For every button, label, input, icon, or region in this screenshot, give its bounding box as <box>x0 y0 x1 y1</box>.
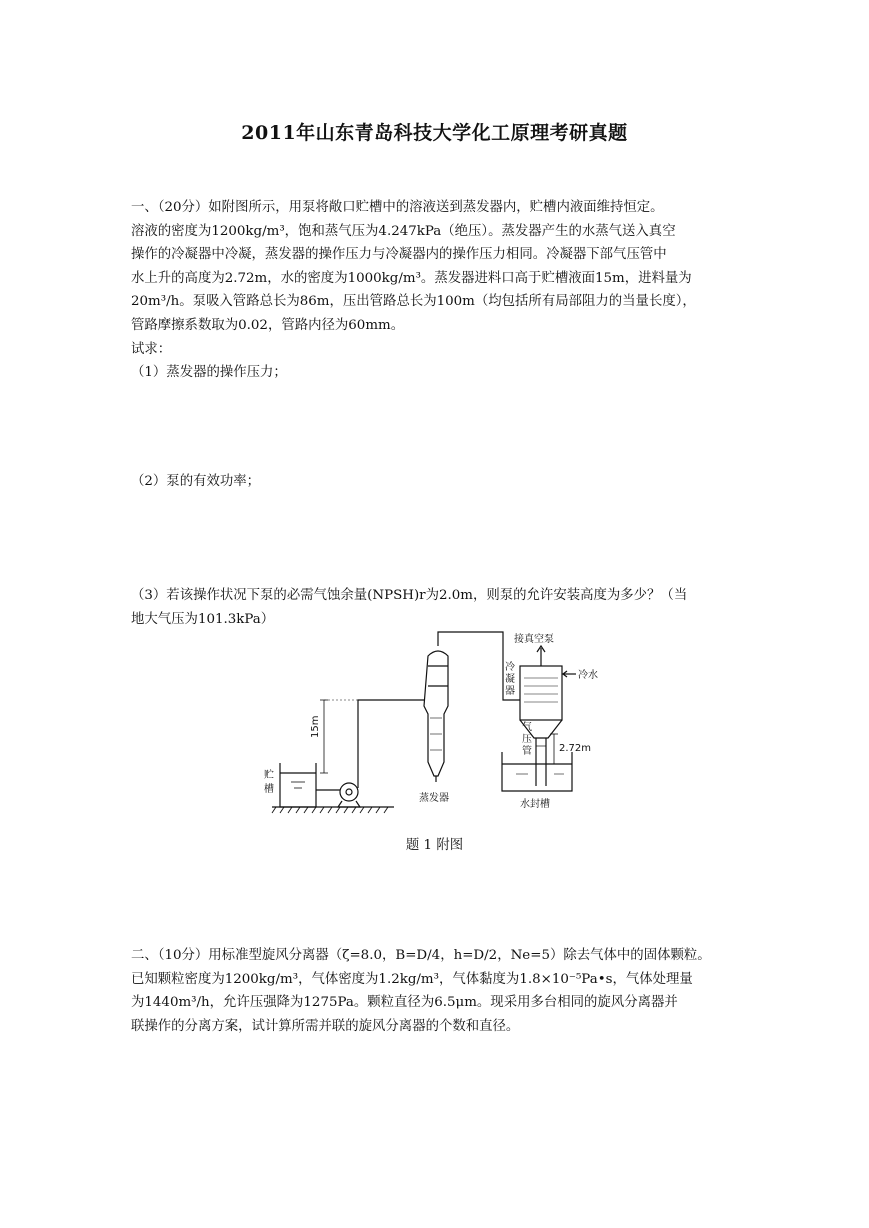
label-2-72m: 2.72m <box>559 743 592 754</box>
condenser <box>520 666 562 720</box>
q2-line: 联操作的分离方案，试计算所需并联的旋风分离器的个数和直径。 <box>131 1018 520 1034</box>
evaporator <box>424 651 448 776</box>
q1-line: 溶液的密度为1200kg/m³，饱和蒸气压为4.247kPa（绝压）。蒸发器产生的水蒸气送入真空 <box>131 223 676 239</box>
label-cold-water: 冷水 <box>578 670 598 681</box>
pump-base <box>338 801 360 807</box>
label-condenser-3: 器 <box>505 686 515 697</box>
q1-line: 20m³/h。泵吸入管路总长为86m，压出管路总长为100m（均包括所有局部阻力的当量长度）， <box>131 294 696 310</box>
label-condenser-1: 冷 <box>505 662 515 673</box>
question-1-part-3 <box>131 584 741 631</box>
process-diagram-svg <box>258 626 638 826</box>
label-condenser-2: 凝 <box>505 674 515 685</box>
label-barometric-1: 气 <box>522 722 532 733</box>
label-tank-2: 槽 <box>264 784 274 795</box>
q2-line: 二、（10分）用标准型旋风分离器（ζ=8.0，B=D/4，h=D/2，Ne=5）除去气体中的固体颗粒。 <box>131 948 711 963</box>
figure-caption: 题 1 附图 <box>405 838 464 853</box>
q1-part-2: （2）泵的有效功率； <box>131 474 261 489</box>
q2-line: 为1440m³/h，允许压强降为1275Pa。颗粒直径为6.5μm。现采用多台相同的旋风分离器并 <box>131 995 678 1011</box>
pump-hub <box>346 789 352 795</box>
question-1 <box>131 196 741 385</box>
question-2 <box>131 944 741 1038</box>
label-15m: 15m <box>310 715 321 738</box>
q1-line: 一、（20分）如附图所示，用泵将敞口贮槽中的溶液送到蒸发器内，贮槽内液面维持恒定。 <box>131 200 664 215</box>
pump <box>340 783 358 801</box>
q1-part-3-line: 地大气压为101.3kPa） <box>131 611 275 627</box>
q1-line: 操作的冷凝器中冷凝，蒸发器的操作压力与冷凝器内的操作压力相同。冷凝器下部气压管中 <box>131 247 667 263</box>
ground-hatch <box>272 807 388 813</box>
label-vacuum-pump: 接真空泵 <box>514 634 554 645</box>
question-1-part-2 <box>131 470 741 494</box>
label-evaporator: 蒸发器 <box>419 793 449 804</box>
q1-line: 水上升的高度为2.72m，水的密度为1000kg/m³。蒸发器进料口高于贮槽液面15m，进料量为 <box>131 270 692 286</box>
label-water-seal: 水封槽 <box>520 799 550 810</box>
q2-line: 已知颗粒密度为1200kg/m³，气体密度为1.2kg/m³，气体黏度为1.8×10⁻⁵Pa•s，气体处理量 <box>131 971 693 987</box>
water-seal-tank <box>502 752 572 791</box>
process-diagram <box>258 626 638 826</box>
page-title: 2011年山东青岛科技大学化工原理考研真题 <box>241 122 628 144</box>
label-barometric-3: 管 <box>522 746 532 757</box>
storage-tank <box>280 763 316 807</box>
q1-ask: 试求： <box>131 341 172 357</box>
discharge-pipe <box>358 700 424 788</box>
q1-part-1: （1）蒸发器的操作压力； <box>131 365 287 381</box>
q1-part-3-line: （3）若该操作状况下泵的必需气蚀余量(NPSH)r为2.0m，则泵的允许安装高度为多少？（当 <box>131 588 688 603</box>
q1-line: 管路摩擦系数取为0.02，管路内径为60mm。 <box>131 317 405 333</box>
label-tank-1: 贮 <box>264 770 274 781</box>
label-barometric-2: 压 <box>522 734 532 745</box>
